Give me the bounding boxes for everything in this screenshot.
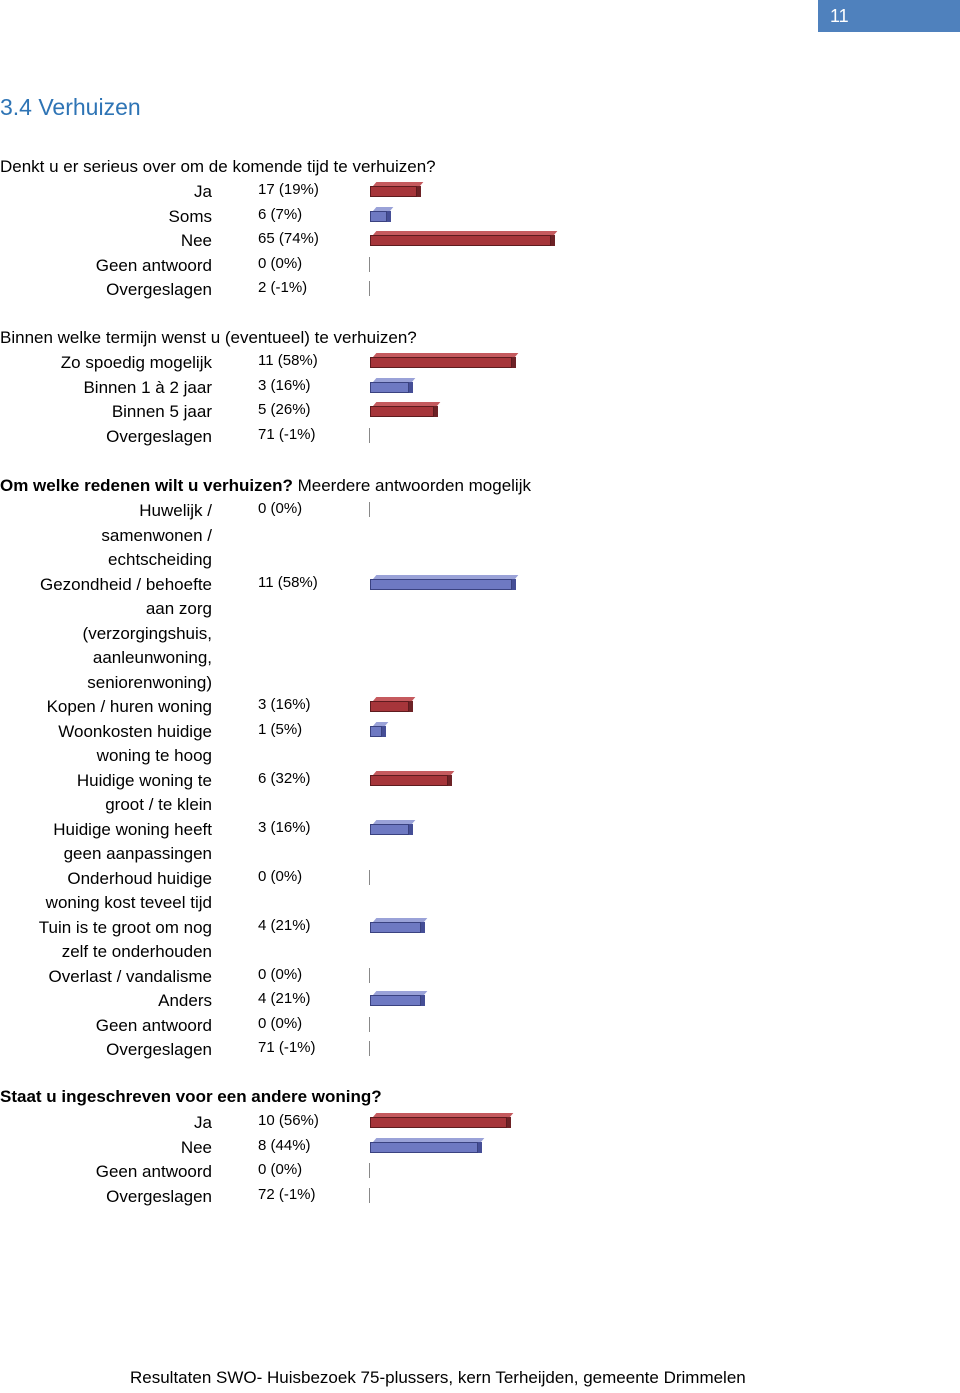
answer-label: Huidige woning heeft: [53, 819, 212, 839]
answer-label: echtscheiding: [108, 550, 212, 569]
bar-front: [370, 726, 382, 737]
bar-top: [373, 1113, 513, 1117]
result-bar: [370, 186, 417, 197]
result-bar: [370, 726, 382, 737]
answer-label: groot / te klein: [105, 795, 212, 814]
zero-bar-marker: [369, 1188, 370, 1203]
answer-label: Overgeslagen: [106, 1186, 212, 1206]
bar-side: [551, 235, 555, 246]
bar-front: [370, 1142, 478, 1153]
answer-value: 17 (19%): [258, 181, 319, 198]
answer-label: Overgeslagen: [106, 280, 212, 299]
bar-side: [409, 382, 413, 393]
answer-label: Geen antwoord: [95, 255, 212, 275]
answer-label: Onderhoud huidige: [67, 868, 212, 888]
question-4: Staat u ingeschreven voor een andere woning?: [0, 1087, 382, 1106]
answer-value: 0 (0%): [258, 965, 303, 983]
answer-label: Zo spoedig mogelijk: [60, 353, 212, 372]
zero-bar-marker: [369, 281, 370, 296]
answer-value: 10 (56%): [258, 1112, 319, 1129]
answer-label: Ja: [194, 182, 212, 201]
result-bar: [370, 235, 551, 246]
answer-value: 0 (0%): [258, 1161, 303, 1178]
zero-bar-marker: [369, 1041, 370, 1056]
answer-label: samenwonen /: [101, 525, 212, 545]
bar-front: [370, 995, 421, 1006]
bar-front: [370, 382, 409, 393]
page-footer: Resultaten SWO- Huisbezoek 75-plussers, kern Terheijden, gemeente Drimmelen: [130, 1368, 746, 1387]
answer-label: Overgeslagen: [106, 426, 212, 446]
zero-bar-marker: [369, 502, 370, 517]
bar-front: [370, 211, 387, 222]
bar-side: [409, 824, 413, 835]
bar-top: [373, 353, 518, 357]
bar-front: [370, 235, 551, 246]
answer-value: 3 (16%): [258, 818, 311, 836]
bar-front: [370, 775, 448, 786]
answer-label: Woonkosten huidige: [58, 721, 212, 741]
answer-label: Overlast / vandalisme: [48, 966, 212, 986]
answer-label: Huidige woning te: [76, 770, 212, 790]
bar-side: [409, 701, 413, 712]
bar-side: [448, 775, 452, 786]
answer-label: (verzorgingshuis,: [82, 623, 212, 643]
bar-side: [478, 1142, 482, 1153]
answer-value: 6 (32%): [258, 769, 311, 787]
answer-label: Anders: [158, 991, 212, 1010]
answer-label: Huwelijk /: [139, 501, 212, 520]
result-bar: [370, 922, 421, 933]
answer-value: 3 (16%): [258, 696, 311, 713]
question-3-note: Meerdere antwoorden mogelijk: [292, 476, 531, 495]
answer-label: Nee: [180, 1137, 212, 1157]
bar-side: [387, 211, 391, 222]
page-number-badge: 11: [818, 0, 960, 32]
answer-value: 71 (-1%): [258, 425, 316, 443]
result-bar: [370, 701, 409, 712]
answer-value: 65 (74%): [258, 230, 319, 247]
bar-front: [370, 357, 512, 368]
result-bar: [370, 211, 387, 222]
result-bar: [370, 406, 434, 417]
question-3-text: Om welke redenen wilt u verhuizen?: [0, 476, 293, 495]
bar-top: [373, 771, 454, 775]
answer-value: 1 (5%): [258, 720, 303, 738]
bar-side: [434, 406, 438, 417]
answer-label: Soms: [168, 206, 212, 226]
zero-bar-marker: [369, 1017, 370, 1032]
answer-label: geen aanpassingen: [63, 844, 212, 863]
question-2: Binnen welke termijn wenst u (eventueel) te verhuizen?: [0, 328, 417, 347]
answer-label: Geen antwoord: [95, 1162, 212, 1181]
bar-front: [370, 579, 512, 590]
answer-label: Binnen 5 jaar: [111, 402, 212, 421]
answer-value: 4 (21%): [258, 990, 311, 1007]
bar-front: [370, 824, 409, 835]
bar-top: [373, 231, 557, 235]
bar-front: [370, 186, 417, 197]
result-bar: [370, 382, 409, 393]
result-bar: [370, 995, 421, 1006]
zero-bar-marker: [369, 1163, 370, 1178]
answer-label: Tuin is te groot om nog: [38, 917, 212, 937]
result-bar: [370, 1142, 478, 1153]
answer-value: 5 (26%): [258, 401, 311, 418]
section-title: 3.4 Verhuizen: [0, 94, 141, 120]
bar-top: [373, 722, 388, 726]
bar-side: [512, 357, 516, 368]
bar-side: [417, 186, 421, 197]
bar-top: [373, 182, 423, 186]
answer-value: 6 (7%): [258, 205, 303, 223]
answer-value: 11 (58%): [258, 573, 318, 591]
bar-front: [370, 406, 434, 417]
answer-label: Geen antwoord: [95, 1015, 212, 1035]
bar-top: [373, 402, 440, 406]
answer-label: Kopen / huren woning: [46, 697, 212, 716]
bar-side: [382, 726, 386, 737]
bar-side: [421, 922, 425, 933]
zero-bar-marker: [369, 428, 370, 443]
result-bar: [370, 1117, 507, 1128]
answer-value: 8 (44%): [258, 1136, 311, 1154]
answer-label: Nee: [180, 231, 212, 250]
answer-label: Overgeslagen: [106, 1040, 212, 1059]
result-bar: [370, 579, 512, 590]
bar-top: [373, 1138, 484, 1142]
zero-bar-marker: [369, 968, 370, 983]
answer-label: Gezondheid / behoefte: [39, 574, 212, 594]
answer-label: aan zorg: [145, 599, 212, 618]
answer-label: woning te hoog: [96, 746, 212, 765]
answer-value: 0 (0%): [258, 867, 303, 885]
answer-label: aanleunwoning,: [92, 648, 212, 667]
result-bar: [370, 775, 448, 786]
bar-side: [421, 995, 425, 1006]
answer-value: 3 (16%): [258, 376, 311, 394]
answer-value: 4 (21%): [258, 916, 311, 934]
result-bar: [370, 824, 409, 835]
answer-value: 11 (58%): [258, 352, 318, 369]
answer-label: Binnen 1 à 2 jaar: [83, 377, 212, 397]
bar-side: [512, 579, 516, 590]
bar-top: [373, 991, 427, 995]
zero-bar-marker: [369, 257, 370, 272]
answer-value: 0 (0%): [258, 1014, 303, 1032]
zero-bar-marker: [369, 870, 370, 885]
answer-value: 72 (-1%): [258, 1185, 316, 1203]
answer-value: 0 (0%): [258, 500, 303, 517]
bar-side: [507, 1117, 511, 1128]
question-1: Denkt u er serieus over om de komende tijd te verhuizen?: [0, 157, 436, 176]
result-bar: [370, 357, 512, 368]
bar-front: [370, 1117, 507, 1128]
answer-value: 0 (0%): [258, 254, 303, 272]
question-3: [0, 476, 531, 496]
answer-value: 71 (-1%): [258, 1039, 316, 1056]
answer-label: zelf te onderhouden: [61, 942, 212, 961]
answer-value: 2 (-1%): [258, 279, 308, 296]
bar-front: [370, 701, 409, 712]
bar-top: [373, 575, 518, 579]
bar-top: [373, 918, 427, 922]
bar-front: [370, 922, 421, 933]
answer-label: Ja: [194, 1113, 212, 1132]
answer-label: woning kost teveel tijd: [45, 893, 212, 912]
answer-label: seniorenwoning): [87, 672, 212, 692]
